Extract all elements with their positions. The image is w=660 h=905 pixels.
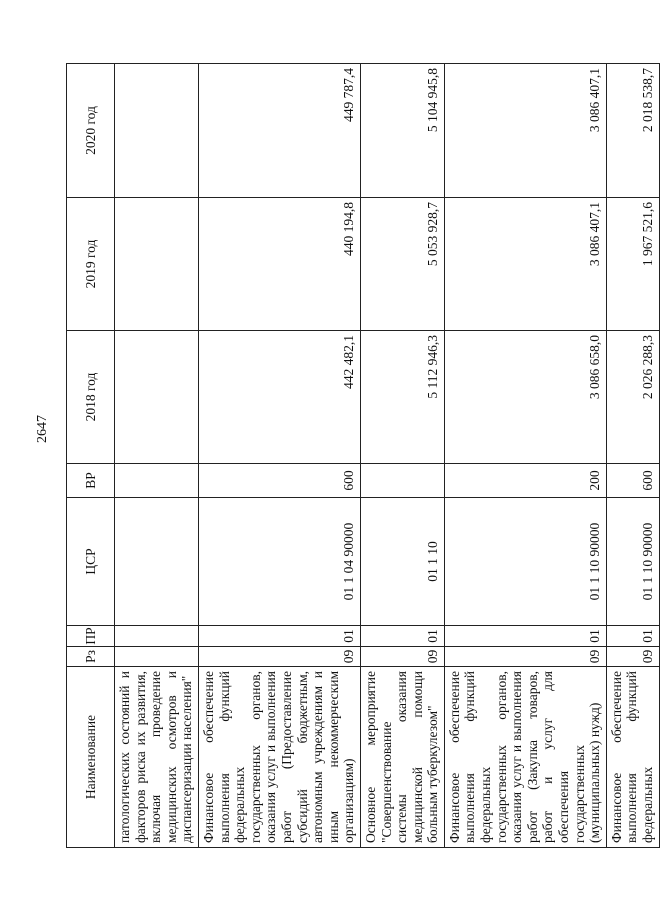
row-2019: 1 967 521,6 (606, 198, 659, 331)
row-2019 (115, 198, 199, 331)
row-pr: 01 (360, 626, 444, 647)
row-csr: 01 1 04 90000 (198, 498, 360, 626)
row-vr (115, 464, 199, 498)
row-rz: 09 (444, 647, 606, 667)
page-number: 2647 (35, 415, 50, 443)
budget-table-container (66, 64, 655, 848)
header-2019: 2019 год (67, 198, 115, 331)
row-rz: 09 (198, 647, 360, 667)
row-2020 (115, 64, 199, 198)
row-2018: 5 112 946,3 (360, 331, 444, 464)
header-csr: ЦСР (67, 498, 115, 626)
table-row (198, 64, 360, 848)
row-2018: 442 482,1 (198, 331, 360, 464)
row-2018: 3 086 658,0 (444, 331, 606, 464)
row-rz: 09 (606, 647, 659, 667)
header-pr: ПР (67, 626, 115, 647)
header-2018: 2018 год (67, 331, 115, 464)
row-rz (115, 647, 199, 667)
table-row (360, 64, 444, 848)
header-rz: Рз (67, 647, 115, 667)
table-row (115, 64, 199, 848)
row-name: Финансовое обеспечение выполнения функций федеральных государственных органов, оказания услуг и выполнения работ (Закупка товаров, работ и услуг для обеспечения государственных (муниципальных) нужд) (444, 667, 606, 848)
row-vr: 200 (444, 464, 606, 498)
row-2020: 449 787,4 (198, 64, 360, 198)
row-rz: 09 (360, 647, 444, 667)
row-csr: 01 1 10 (360, 498, 444, 626)
row-name: Финансовое обеспечение выполнения функций федеральных государственных органов, оказания услуг и выполнения работ (Предоставление субсидий бюджетным, автономным учреждениям и иным некоммерческим организациям) (198, 667, 360, 848)
table-row (606, 64, 659, 848)
header-2020: 2020 год (67, 64, 115, 198)
header-name: Наименование (67, 667, 115, 848)
row-pr: 01 (606, 626, 659, 647)
row-pr: 01 (198, 626, 360, 647)
row-2019: 3 086 407,1 (444, 198, 606, 331)
row-vr (360, 464, 444, 498)
row-2018: 2 026 288,3 (606, 331, 659, 464)
row-name: Основное мероприятие "Совершенствование системы оказания медицинской помощи больным туберкулезом" (360, 667, 444, 848)
row-csr: 01 1 10 90000 (606, 498, 659, 626)
header-vr: ВР (67, 464, 115, 498)
row-2019: 5 053 928,7 (360, 198, 444, 331)
row-2020: 3 086 407,1 (444, 64, 606, 198)
table-row (444, 64, 606, 848)
row-csr (115, 498, 199, 626)
row-2019: 440 194,8 (198, 198, 360, 331)
row-pr: 01 (444, 626, 606, 647)
row-pr (115, 626, 199, 647)
row-name: Финансовое обеспечение выполнения функций федеральных (606, 667, 659, 848)
row-2018 (115, 331, 199, 464)
row-csr: 01 1 10 90000 (444, 498, 606, 626)
row-vr: 600 (606, 464, 659, 498)
row-vr: 600 (198, 464, 360, 498)
header-row (67, 64, 115, 848)
row-2020: 5 104 945,8 (360, 64, 444, 198)
row-name: патологических состояний и факторов риска их развития, включая проведение медицинских осмотров и диспансеризации населения" (115, 667, 199, 848)
budget-table (66, 63, 660, 848)
row-2020: 2 018 538,7 (606, 64, 659, 198)
